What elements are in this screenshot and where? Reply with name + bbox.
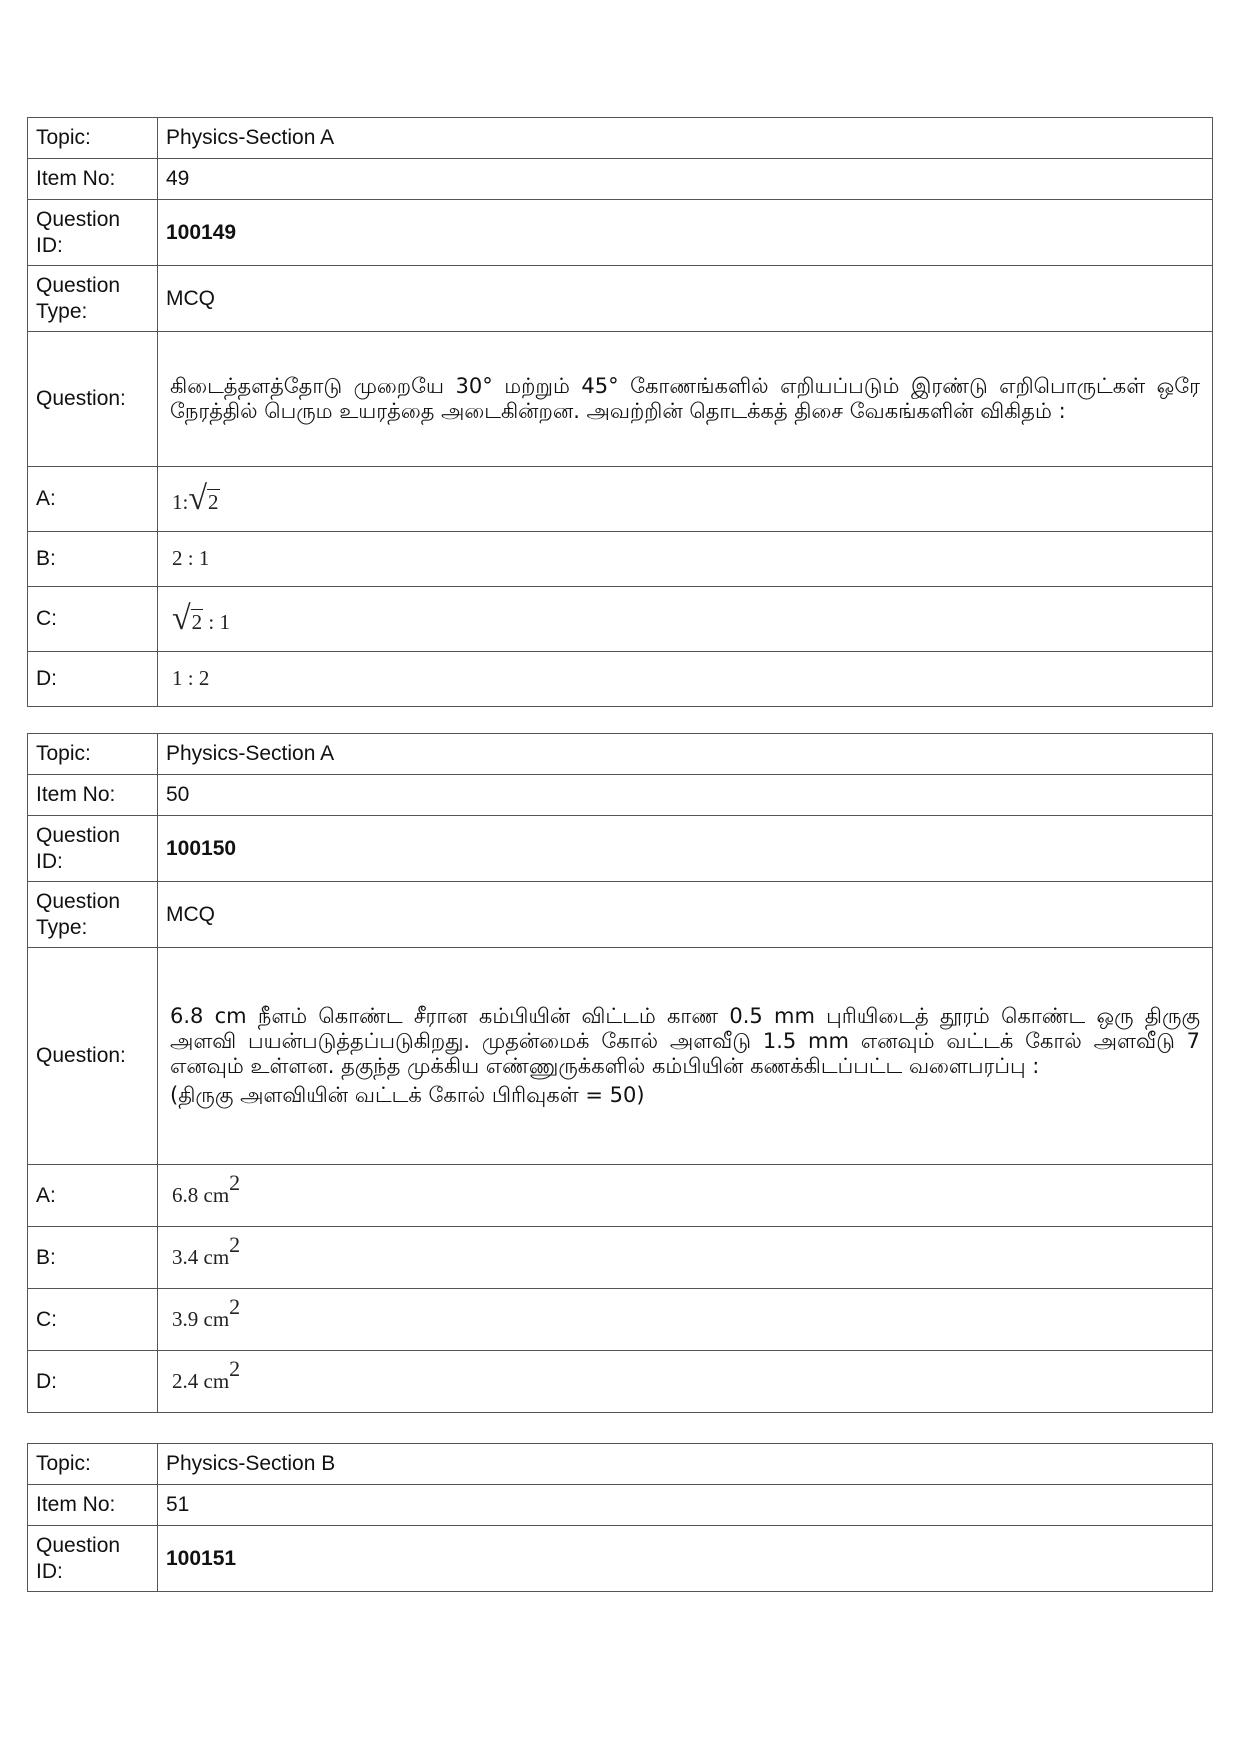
question-type-label: Question Type: (28, 882, 158, 948)
item-no-value: 49 (158, 159, 1213, 200)
question-note: (திருகு அளவியின் வட்டக் கோல் பிரிவுகள் = 50) (170, 1083, 645, 1108)
option-d-value (158, 1351, 1213, 1413)
option-a-label: A: (28, 1165, 158, 1227)
option-b-label: B: (28, 1227, 158, 1289)
option-c-label: C: (28, 587, 158, 652)
topic-value: Physics-Section A (158, 734, 1213, 775)
exponent: 2 (229, 1169, 241, 1195)
option-c-radicand: 2 (191, 609, 203, 634)
topic-label: Topic: (28, 118, 158, 159)
question-id-label: Question ID: (28, 200, 158, 266)
option-d-value: 1 : 2 (158, 652, 1213, 707)
question-card-51 (27, 1443, 1213, 1592)
option-c-text: 3.9 cm (172, 1306, 230, 1331)
option-a-value (158, 1165, 1213, 1227)
topic-value: Physics-Section A (158, 118, 1213, 159)
topic-value: Physics-Section B (158, 1444, 1213, 1485)
option-b-value: 2 : 1 (158, 532, 1213, 587)
option-b-text: 3.4 cm (172, 1244, 230, 1269)
question-type-label: Question Type: (28, 266, 158, 332)
question-card-49 (27, 117, 1213, 707)
option-b-value (158, 1227, 1213, 1289)
question-label: Question: (28, 948, 158, 1165)
option-c-label: C: (28, 1289, 158, 1351)
question-id-label: Question ID: (28, 816, 158, 882)
option-c-value (158, 1289, 1213, 1351)
option-d-label: D: (28, 652, 158, 707)
exponent: 2 (229, 1355, 241, 1381)
question-id-value: 100149 (158, 200, 1213, 266)
question-type-value: MCQ (158, 266, 1213, 332)
item-no-value: 50 (158, 775, 1213, 816)
option-d-label: D: (28, 1351, 158, 1413)
option-a-value (158, 467, 1213, 532)
option-b-label: B: (28, 532, 158, 587)
question-label: Question: (28, 332, 158, 467)
topic-label: Topic: (28, 1444, 158, 1485)
option-a-text: 6.8 cm (172, 1182, 230, 1207)
question-id-value: 100151 (158, 1526, 1213, 1592)
item-no-value: 51 (158, 1485, 1213, 1526)
option-c-value (158, 587, 1213, 652)
exponent: 2 (229, 1293, 241, 1319)
question-id-label: Question ID: (28, 1526, 158, 1592)
item-no-label: Item No: (28, 775, 158, 816)
sqrt-symbol: √2 (188, 479, 219, 517)
question-card-50 (27, 733, 1213, 1413)
option-c-suffix: : 1 (203, 609, 231, 634)
exponent: 2 (229, 1231, 241, 1257)
option-d-text: 2.4 cm (172, 1368, 230, 1393)
topic-label: Topic: (28, 734, 158, 775)
option-a-label: A: (28, 467, 158, 532)
question-text: கிடைத்தளத்தோடு முறையே 30° மற்றும் 45° கோணங்களில் எறியப்படும் இரண்டு எறிபொருட்கள் ஒரே நேரத்தில் பெரும உயரத்தை அடைகின்றன. அவற்றின் தொடக்கத் திசை வேகங்களின் விகிதம் : (158, 332, 1213, 467)
question-type-value: MCQ (158, 882, 1213, 948)
item-no-label: Item No: (28, 1485, 158, 1526)
option-a-radicand: 2 (208, 489, 219, 514)
item-no-label: Item No: (28, 159, 158, 200)
sqrt-symbol: √2 (172, 599, 203, 637)
question-id-value: 100150 (158, 816, 1213, 882)
question-text (158, 948, 1213, 1165)
question-body: 6.8 cm நீளம் கொண்ட சீரான கம்பியின் விட்டம் காண 0.5 mm புரியிடைத் தூரம் கொண்ட ஒரு திருகு அளவி பயன்படுத்தப்படுகிறது. முதன்மைக் கோல் அளவீடு 1.5 mm எனவும் வட்டக் கோல் அளவீடு 7 எனவும் உள்ளன. தகுந்த முக்கிய எண்ணுருக்களில் கம்பியின் கணக்கிடப்பட்ட வளைபரப்பு : (170, 1003, 1200, 1078)
option-a-prefix: 1: (172, 489, 189, 514)
